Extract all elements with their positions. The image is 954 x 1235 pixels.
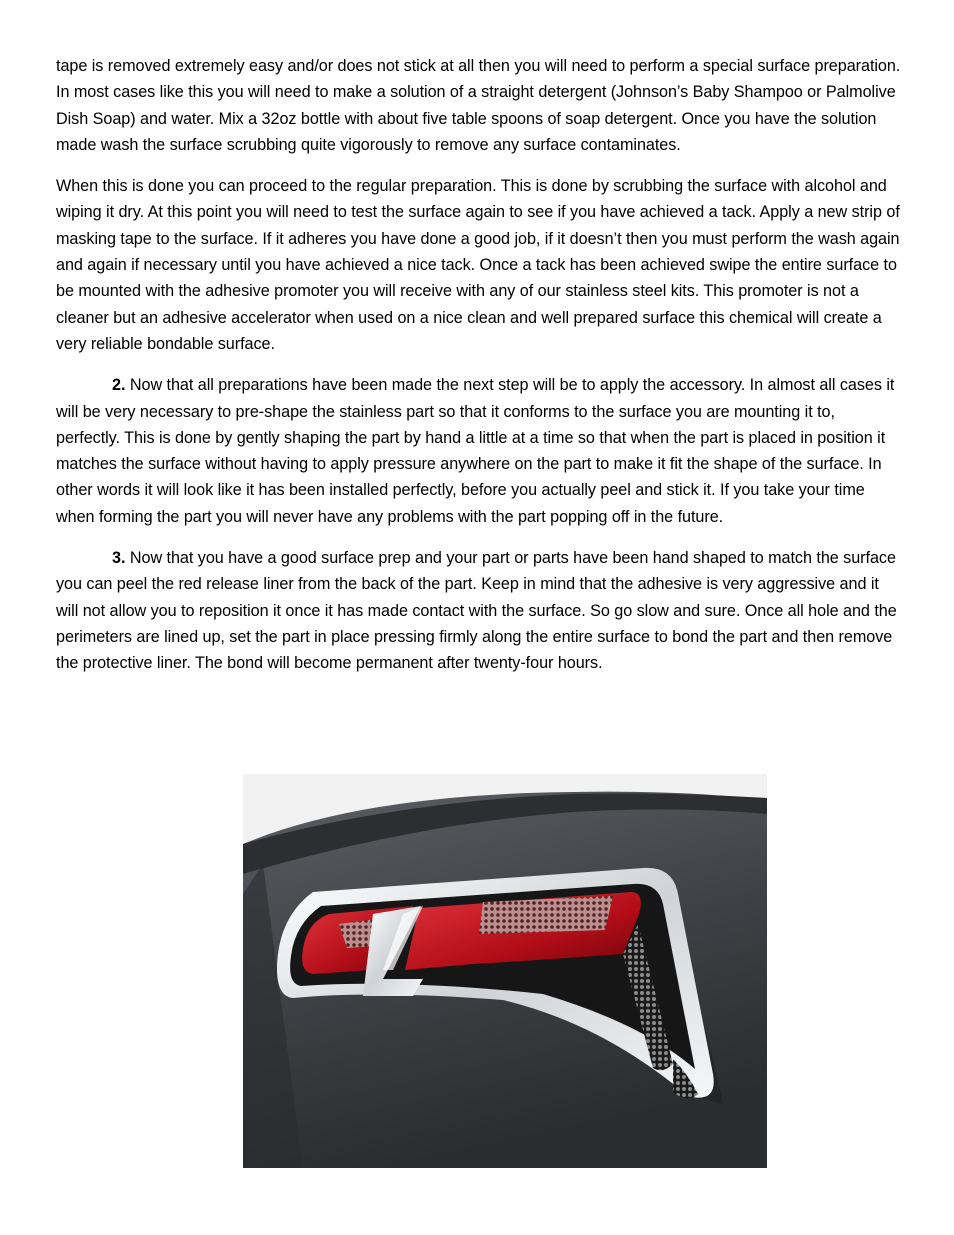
step-2-number: 2. [112, 376, 126, 395]
paragraph-surface-prep: tape is removed extremely easy and/or does not stick at all then you will need to perform a special surface preparation. In most cases like this you will need to make a solution of a straight detergent (Johnson’s Baby Shampoo or Palmolive Dish Soap) and water. Mix a 32oz bottle with about five table spoons of soap detergent. Once you have the solution made wash the surface scrubbing quite vigorously to remove any surface contaminates. [56, 57, 901, 154]
step-3-number: 3. [112, 549, 126, 568]
step-3-paragraph [56, 545, 901, 676]
step-2-text: Now that all preparations have been made the next step will be to apply the accessory. In almost all cases it will be very necessary to pre-shape the stainless part so that it conforms to the surface you are mounting it to, perfectly. This is done by gently shaping the part by hand a little at a time so that when the part is placed in position it matches the surface without having to apply pressure anywhere on the part to make it fit the shape of the surface. In other words it will look like it has been installed perfectly, before you actually peel and stick it. If you take your time when forming the part you will never have any problems with the part popping off in the future. [56, 376, 895, 526]
tail-light-trim-photo [243, 774, 767, 1168]
step-3-text: Now that you have a good surface prep and your part or parts have been hand shaped to match the surface you can peel the red release liner from the back of the part. Keep in mind that the adhesive is very aggressive and it will not allow you to reposition it once it has made contact with the surface. So go slow and sure. Once all hole and the perimeters are lined up, set the part in place pressing firmly along the entire surface to bond the part and then remove the protective liner. The bond will become permanent after twenty-four hours. [56, 549, 897, 673]
document-body [56, 53, 901, 677]
paragraph-regular-prep: When this is done you can proceed to the regular preparation. This is done by scrubbing the surface with alcohol and wiping it dry. At this point you will need to test the surface again to see if you have achieved a tack. Apply a new strip of masking tape to the surface. If it adheres you have done a good job, if it doesn’t then you must perform the wash again and again if necessary until you have achieved a nice tack. Once a tack has been achieved swipe the entire surface to be mounted with the adhesive promoter you will receive with any of our stainless steel kits. This promoter is not a cleaner but an adhesive accelerator when used on a nice clean and well prepared surface this chemical will create a very reliable bondable surface. [56, 177, 900, 353]
step-2-paragraph [56, 372, 901, 530]
